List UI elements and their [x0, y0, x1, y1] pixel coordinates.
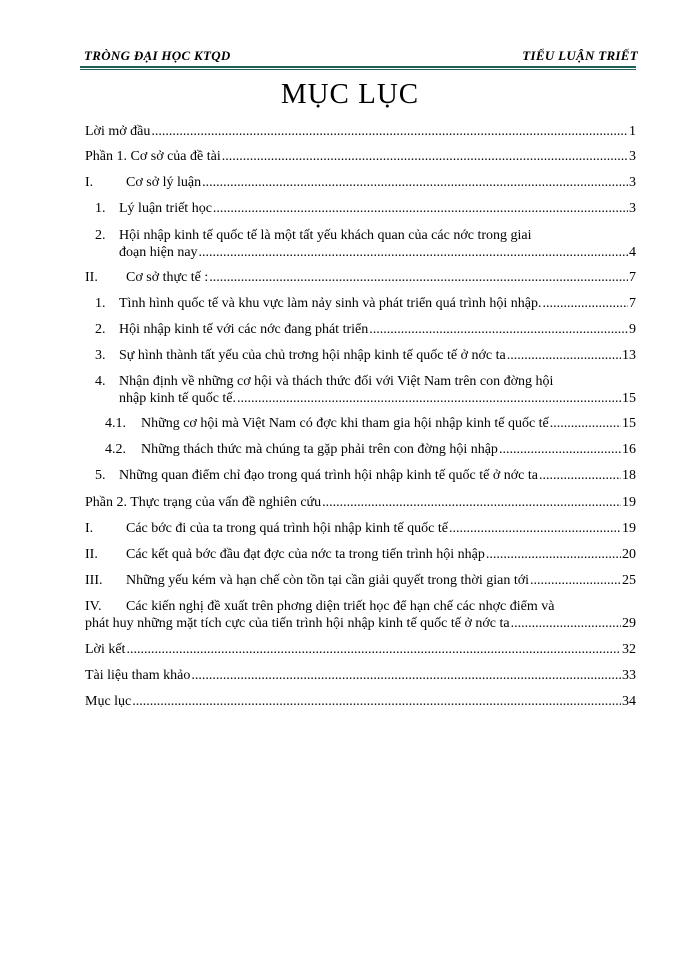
toc-entry-nhan-dinh[interactable]	[95, 374, 636, 408]
toc-leader	[530, 573, 621, 589]
toc-entry-text: Những yếu kém và hạn chế còn tồn tại cần giải quyết trong thời gian tới	[126, 573, 530, 588]
toc-leader	[191, 668, 621, 684]
toc-page-number: 33	[622, 668, 636, 683]
header-left: TRÒNG ĐẠI HỌC KTQD	[84, 48, 231, 63]
toc-entry-number: 4.	[95, 374, 106, 389]
toc-page-number: 29	[622, 616, 636, 631]
toc-page-number: 19	[622, 495, 636, 510]
toc-entry-loi-ket[interactable]	[85, 642, 636, 659]
toc-leader	[499, 442, 621, 458]
toc-entry-number: I.	[85, 521, 94, 536]
toc-entry-text-line1: Các kiến nghị đề xuất trên phơng diện triết học để hạn chế các nhợc điểm và	[126, 599, 555, 614]
toc-page-number: 34	[622, 694, 636, 709]
toc-entry-ly-luan-triet-hoc[interactable]	[95, 201, 636, 218]
toc-entry-text: Các bớc đi của ta trong quá trình hội nhập kinh tế quốc tế	[126, 521, 448, 536]
toc-entry-text: Sự hình thành tất yếu của chủ trơng hội nhập kinh tế quốc tế ở nớc ta	[119, 348, 506, 363]
toc-entry-co-so-thuc-te[interactable]	[85, 270, 636, 287]
toc-entry-su-hinh-thanh[interactable]	[95, 348, 636, 365]
toc-entry-co-so-ly-luan[interactable]	[85, 175, 636, 192]
toc-entry-text: Lý luận triết học	[119, 201, 212, 216]
toc-entry-number: 4.2.	[105, 442, 126, 457]
toc-page-number: 20	[622, 547, 636, 562]
header-rule	[80, 66, 636, 68]
toc-entry-number: 5.	[95, 468, 106, 483]
toc-entry-tinh-hinh-quoc-te[interactable]	[95, 296, 636, 313]
toc-entry-text: Tài liệu tham khảo	[85, 668, 191, 683]
toc-entry-number: 1.	[95, 201, 106, 216]
toc-page-number: 15	[622, 391, 636, 406]
toc-leader	[213, 201, 628, 217]
toc-entry-text: Các kết quả bớc đầu đạt đợc của nớc ta trong tiến trình hội nhập	[126, 547, 485, 562]
toc-entry-text: Hội nhập kinh tế với các nớc đang phát triển	[119, 322, 369, 337]
toc-entry-number: 2.	[95, 322, 106, 337]
toc-leader	[322, 495, 621, 511]
toc-page-number: 7	[629, 296, 636, 311]
toc-entry-text: Những thách thức mà chúng ta gặp phải trên con đờng hội nhập	[141, 442, 498, 457]
toc-entry-thach-thuc[interactable]	[105, 442, 636, 459]
header-rule-thin	[80, 69, 636, 70]
toc-entry-cac-buoc-di[interactable]	[85, 521, 636, 538]
toc-entry-hoi-nhap-tat-yeu[interactable]	[95, 228, 636, 262]
toc-leader	[507, 348, 621, 364]
toc-leader	[209, 270, 628, 286]
toc-entry-number: 2.	[95, 228, 106, 243]
toc-leader	[202, 175, 628, 191]
header-right: TIỂU LUẬN TRIẾT	[522, 48, 638, 63]
toc-page-number: 4	[629, 245, 636, 260]
toc-leader	[237, 391, 621, 407]
toc-entry-number: 3.	[95, 348, 106, 363]
toc-entry-text: Lời kết	[85, 642, 126, 657]
toc-leader	[132, 694, 621, 710]
toc-entry-text: Những quan điểm chỉ đạo trong quá trình hội nhập kinh tế quốc tế ở nớc ta	[119, 468, 538, 483]
toc-entry-text: Phần 2. Thực trạng của vấn đề nghiên cứu	[85, 495, 322, 510]
toc-page-number: 32	[622, 642, 636, 657]
toc-entry-number: II.	[85, 547, 98, 562]
toc-entry-text: nhập kinh tế quốc tế.	[119, 391, 237, 406]
toc-entry-co-hoi[interactable]	[105, 416, 636, 433]
page-title: MỤC LỤC	[280, 78, 420, 110]
toc-entry-number: 1.	[95, 296, 106, 311]
toc-leader	[449, 521, 621, 537]
toc-entry-text-line1: Hội nhập kinh tế quốc tế là một tất yếu khách quan của các nớc trong giai	[119, 228, 532, 243]
toc-entry-hoi-nhap-dang-phat-trien[interactable]	[95, 322, 636, 339]
toc-leader	[222, 149, 628, 165]
toc-page-number: 3	[629, 149, 636, 164]
toc-page-number: 13	[622, 348, 636, 363]
toc-entry-text: phát huy những mặt tích cực của tiến trình hội nhập kinh tế quốc tế ở nớc ta	[85, 616, 510, 631]
toc-entry-quan-diem-chi-dao[interactable]	[95, 468, 636, 485]
toc-entry-number: I.	[85, 175, 94, 190]
toc-entry-tai-lieu[interactable]	[85, 668, 636, 685]
toc-page-number: 15	[622, 416, 636, 431]
toc-entry-phan-2[interactable]	[85, 495, 636, 512]
toc-entry-number: III.	[85, 573, 103, 588]
toc-entry-yeu-kem[interactable]	[85, 573, 636, 590]
toc-page-number: 19	[622, 521, 636, 536]
toc-leader	[486, 547, 621, 563]
toc-leader	[369, 322, 628, 338]
toc-page-number: 7	[629, 270, 636, 285]
toc-entry-number: IV.	[85, 599, 102, 614]
toc-page-number: 25	[622, 573, 636, 588]
toc-entry-text: Cơ sở lý luận	[126, 175, 202, 190]
toc-entry-text: Phần 1. Cơ sở của đề tài	[85, 149, 221, 164]
toc-page-number: 1	[629, 124, 636, 139]
toc-leader	[126, 642, 621, 658]
toc-entry-number: II.	[85, 270, 98, 285]
toc-leader	[199, 245, 628, 261]
toc-entry-text-line1: Nhận định về những cơ hội và thách thức đối với Việt Nam trên con đờng hội	[119, 374, 554, 389]
toc-entry-number: 4.1.	[105, 416, 126, 431]
toc-leader	[539, 468, 621, 484]
toc-entry-text: Cơ sở thực tế :	[126, 270, 209, 285]
toc-entry-phan-1[interactable]	[85, 149, 636, 166]
toc-entry-muc-luc[interactable]	[85, 694, 636, 711]
toc-page-number: 3	[629, 175, 636, 190]
toc-page-number: 3	[629, 201, 636, 216]
toc-page-number: 16	[622, 442, 636, 457]
toc-entry-text: Tình hình quốc tế và khu vực làm nảy sinh và phát triển quá trình hội nhập.	[119, 296, 542, 311]
toc-page-number: 9	[629, 322, 636, 337]
toc-entry-ket-qua-ban-dau[interactable]	[85, 547, 636, 564]
toc-entry-text: Lời mở đầu	[85, 124, 151, 139]
toc-entry-text: Những cơ hội mà Việt Nam có đợc khi tham gia hội nhập kinh tế quốc tế	[141, 416, 549, 431]
toc-entry-kien-nghi[interactable]	[85, 599, 636, 633]
toc-entry-text: đoạn hiện nay	[119, 245, 198, 260]
toc-leader	[542, 296, 628, 312]
toc-leader	[511, 616, 621, 632]
toc-leader	[151, 124, 628, 140]
toc-entry-text: Mục lục	[85, 694, 132, 709]
toc-page-number: 18	[622, 468, 636, 483]
toc-leader	[550, 416, 621, 432]
toc-entry-loi-mo-dau[interactable]	[85, 124, 636, 141]
